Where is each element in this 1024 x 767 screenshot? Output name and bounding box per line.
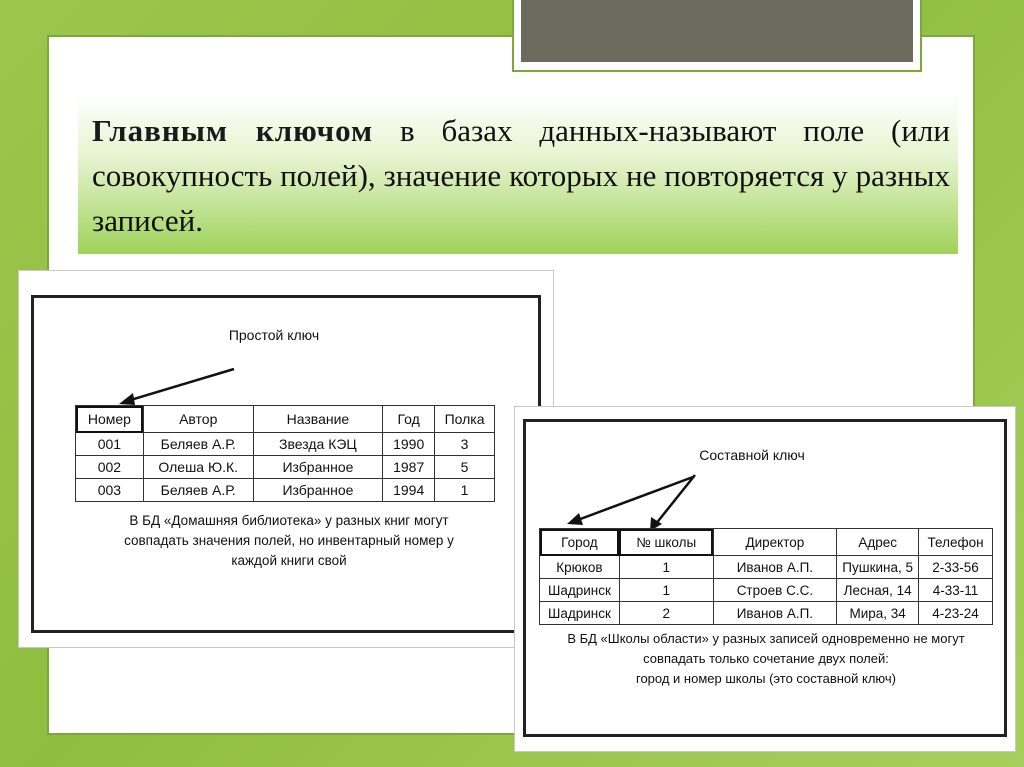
cell: Иванов А.П. [713,556,837,579]
title-bar-fill [521,0,913,62]
cell: 2-33-56 [919,556,993,579]
table-row [76,479,495,502]
simple-key-note [79,511,499,571]
composite-key-table [539,528,993,625]
table-header-row [76,406,495,433]
title-placeholder [512,0,922,72]
definition-box [78,94,958,254]
table-row [540,556,993,579]
note-line: В БД «Домашняя библиотека» у разных книг могут [129,513,449,528]
cell: 1994 [383,479,435,502]
table-row [540,602,993,625]
composite-key-caption: Составной ключ [699,447,805,463]
cell: Шадринск [540,602,620,625]
header-cell: Адрес [837,529,919,556]
cell: Избранное [253,479,383,502]
cell: 1 [619,556,713,579]
composite-key-note [529,629,1003,689]
cell: 003 [76,479,144,502]
cell: Шадринск [540,579,620,602]
cell: Олеша Ю.К. [143,456,253,479]
cell: Беляев А.Р. [143,479,253,502]
note-line: совпадать значения полей, но инвентарный номер у [124,533,454,548]
cell: Иванов А.П. [713,602,837,625]
note-line: В БД «Школы области» у разных записей одновременно не могут [567,631,965,646]
cell: 3 [435,433,495,456]
cell: Строев С.С. [713,579,837,602]
cell: 1990 [383,433,435,456]
cell: 4-33-11 [919,579,993,602]
definition-text: в базах данных-называют поле (или совокупность полей), значение которых не повторяется у разных записей. [92,113,950,238]
header-cell: № школы [619,529,713,556]
cell: Лесная, 14 [837,579,919,602]
note-line: каждой книги свой [231,553,347,568]
simple-key-figure [18,270,554,648]
cell: 1987 [383,456,435,479]
cell: 2 [619,602,713,625]
header-cell: Номер [76,406,144,433]
note-line: город и номер школы (это составной ключ) [635,671,896,686]
definition-term: Главным ключом [92,113,374,148]
cell: Мира, 34 [837,602,919,625]
header-cell: Полка [435,406,495,433]
cell: 1 [619,579,713,602]
table-row [76,433,495,456]
table-row [76,456,495,479]
header-cell: Директор [713,529,837,556]
simple-key-table [75,405,495,502]
composite-key-figure [514,406,1016,752]
header-cell: Год [383,406,435,433]
cell: Беляев А.Р. [143,433,253,456]
header-cell: Название [253,406,383,433]
note-line: совпадать только сочетание двух полей: [643,651,889,666]
header-cell: Телефон [919,529,993,556]
cell: 001 [76,433,144,456]
cell: Звезда КЭЦ [253,433,383,456]
header-cell: Автор [143,406,253,433]
cell: Пушкина, 5 [837,556,919,579]
cell: Избранное [253,456,383,479]
cell: 1 [435,479,495,502]
cell: 4-23-24 [919,602,993,625]
table-header-row [540,529,993,556]
table-row [540,579,993,602]
header-cell: Город [540,529,620,556]
simple-key-caption: Простой ключ [228,327,320,343]
cell: 5 [435,456,495,479]
cell: Крюков [540,556,620,579]
cell: 002 [76,456,144,479]
